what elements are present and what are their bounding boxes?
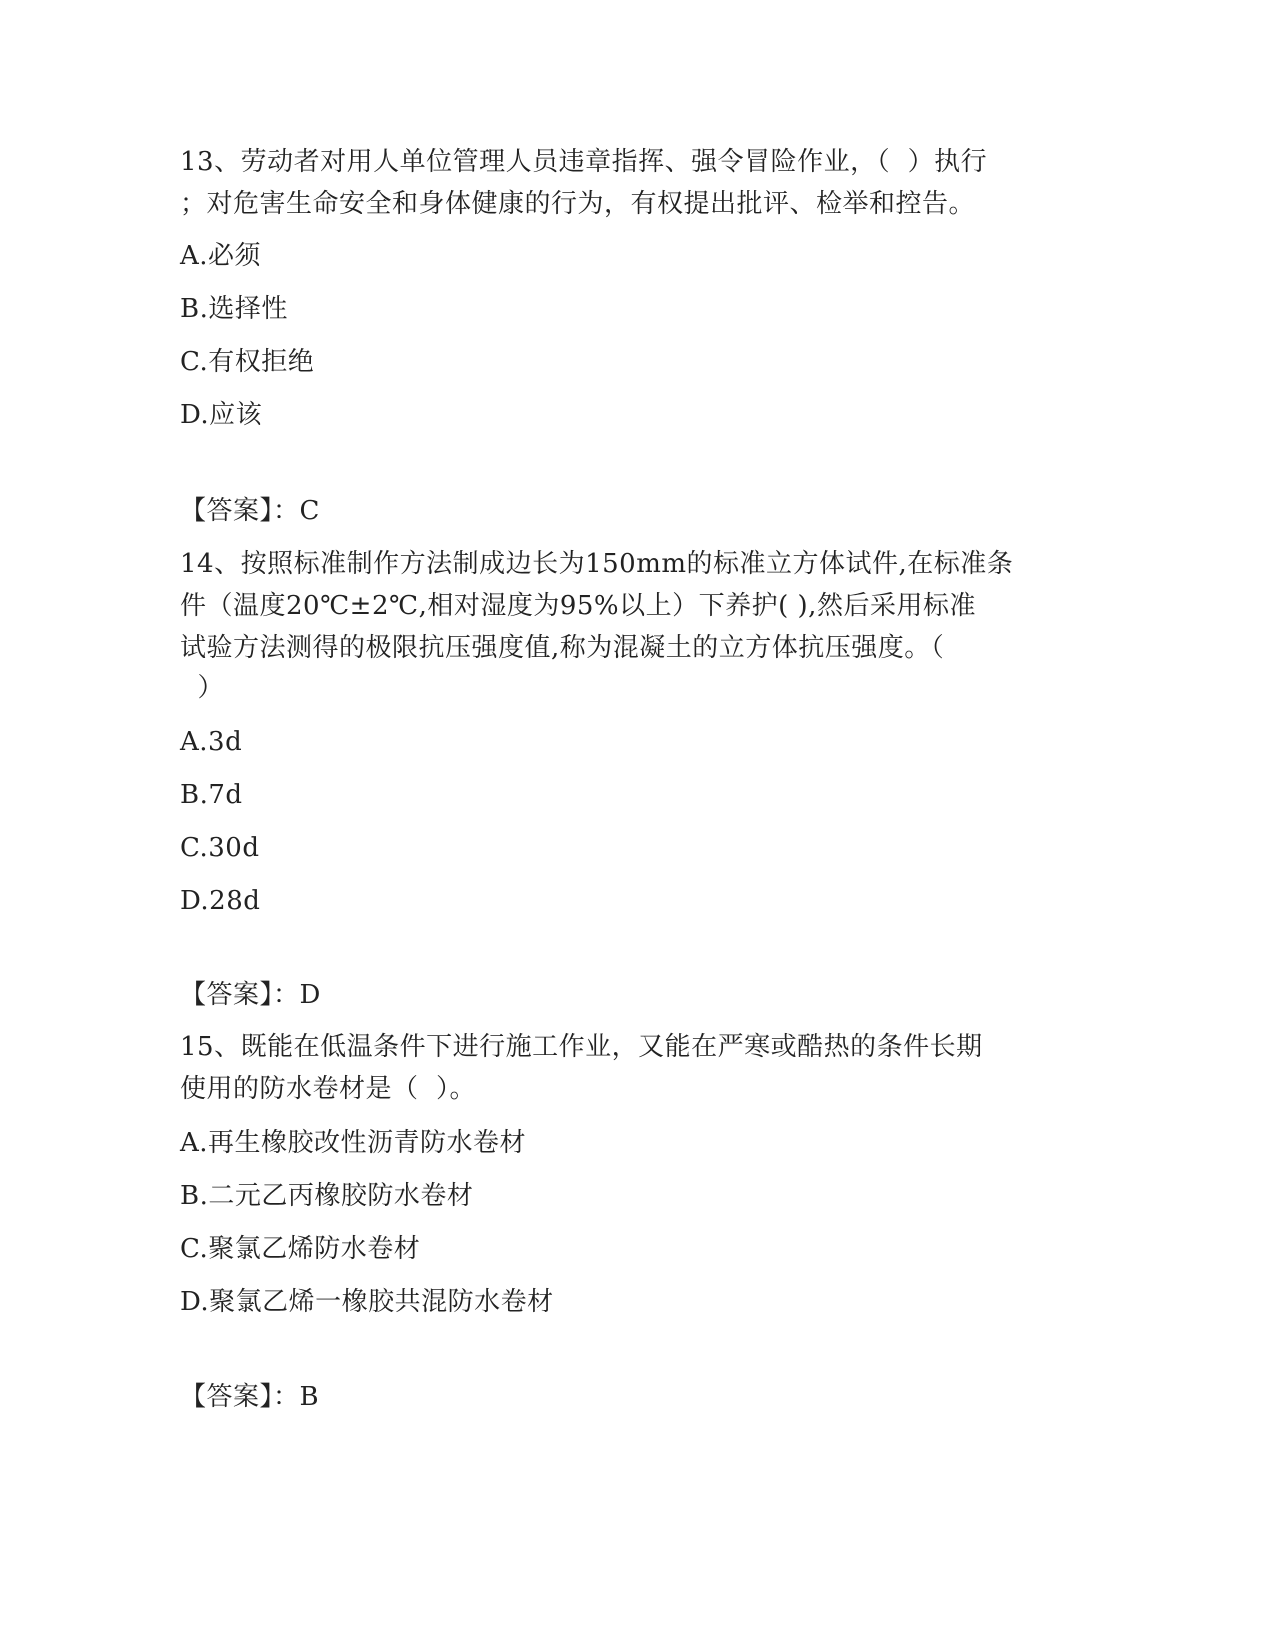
option-b: B.7d <box>180 780 243 810</box>
question-stem-line: 使用的防水卷材是（ ）。 <box>180 1074 477 1104</box>
question-stem-line: 件（温度20℃±2℃,相对湿度为95%以上）下养护( ),然后采用标准 <box>180 591 976 621</box>
option-a: A.3d <box>180 727 243 757</box>
option-c: C.聚氯乙烯防水卷材 <box>180 1234 421 1264</box>
answer-line: 【答案】：C <box>180 496 320 526</box>
answer-line: 【答案】：B <box>180 1382 320 1412</box>
option-d: D.聚氯乙烯一橡胶共混防水卷材 <box>180 1287 554 1317</box>
option-c: C.30d <box>180 833 260 863</box>
question-stem-line: ；对危害生命安全和身体健康的行为，有权提出批评、检举和控告。 <box>180 189 976 219</box>
question-stem-line: 试验方法测得的极限抗压强度值,称为混凝土的立方体抗压强度。（ <box>180 633 945 663</box>
question-stem-line: 15、既能在低温条件下进行施工作业，又能在严寒或酷热的条件长期 <box>180 1032 983 1062</box>
answer-line: 【答案】：D <box>180 980 321 1010</box>
option-b: B.二元乙丙橡胶防水卷材 <box>180 1181 474 1211</box>
option-a: A.必须 <box>180 241 262 271</box>
option-c: C.有权拒绝 <box>180 347 315 377</box>
question-stem-line: ） <box>180 673 225 703</box>
question-stem-line: 13、劳动者对用人单位管理人员违章指挥、强令冒险作业，（ ）执行 <box>180 147 988 177</box>
option-b: B.选择性 <box>180 294 288 324</box>
option-d: D.28d <box>180 886 261 916</box>
question-stem-line: 14、按照标准制作方法制成边长为150mm的标准立方体试件,在标准条 <box>180 549 1014 579</box>
option-d: D.应该 <box>180 400 263 430</box>
option-a: A.再生橡胶改性沥青防水卷材 <box>180 1128 527 1158</box>
